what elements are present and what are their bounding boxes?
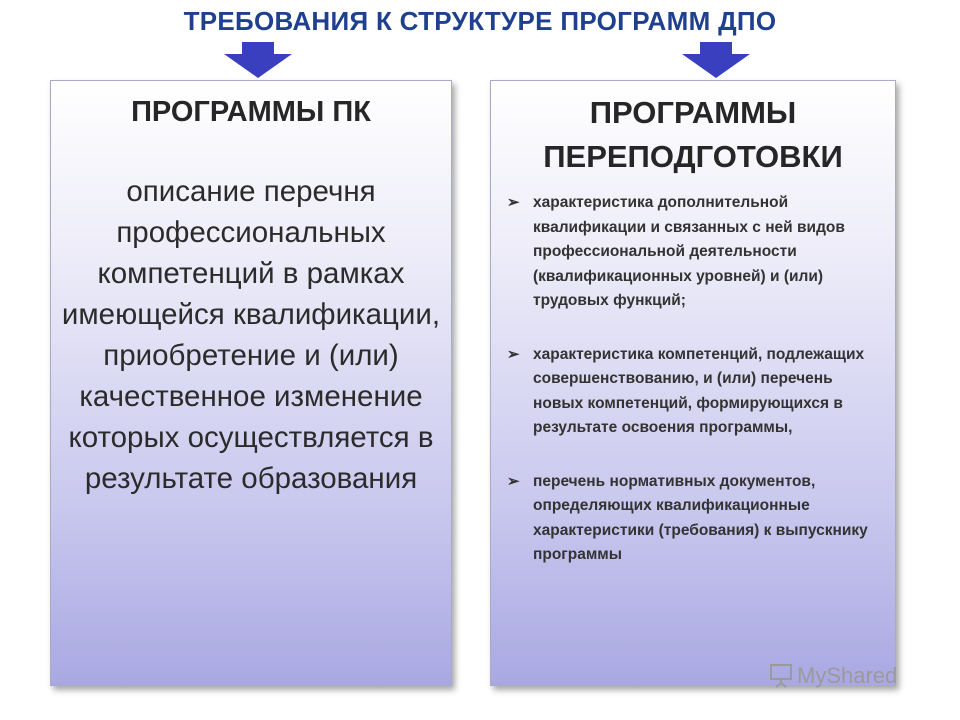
- presentation-board-icon: [770, 664, 792, 688]
- pk-programs-panel: [50, 80, 452, 686]
- arrow-bullet-icon: ➢: [507, 345, 520, 363]
- list-item-text: перечень нормативных документов, определяющих квалификационные характеристики (требования) к выпускнику программы: [533, 472, 868, 563]
- down-arrow-icon: [680, 42, 752, 78]
- watermark-text: MyShared: [797, 663, 898, 688]
- list-item: [507, 343, 885, 441]
- arrow-bullet-icon: ➢: [507, 472, 520, 490]
- retraining-programs-heading: [491, 91, 895, 179]
- list-item: [507, 470, 885, 568]
- retraining-heading-line2: ПЕРЕПОДГОТОВКИ: [543, 139, 843, 174]
- list-item-text: характеристика компетенций, подлежащих совершенствованию, и (или) перечень новых компетенций, формирующихся в результате освоения программы,: [533, 345, 865, 436]
- retraining-requirements-list: [491, 191, 895, 568]
- down-arrow-icon: [222, 42, 294, 78]
- arrow-bullet-icon: ➢: [507, 194, 520, 211]
- watermark: [770, 663, 897, 689]
- retraining-programs-panel: [490, 80, 896, 686]
- list-item-text: характеристика дополнительной квалификации и связанных с ней видов профессиональной деятельности (квалификационных уровней) и (или) трудовых функций;: [533, 194, 845, 309]
- retraining-heading-line1: ПРОГРАММЫ: [589, 95, 797, 130]
- pk-programs-description: описание перечня профессиональных компетенций в рамках имеющейся квалификации, приобретение и (или) качественное изменение которых осуществляется в результате образования: [61, 175, 441, 495]
- pk-programs-heading: ПРОГРАММЫ ПК: [131, 96, 371, 128]
- slide-title: ТРЕБОВАНИЯ К СТРУКТУРЕ ПРОГРАММ ДПО: [183, 6, 777, 36]
- list-item: [507, 191, 885, 314]
